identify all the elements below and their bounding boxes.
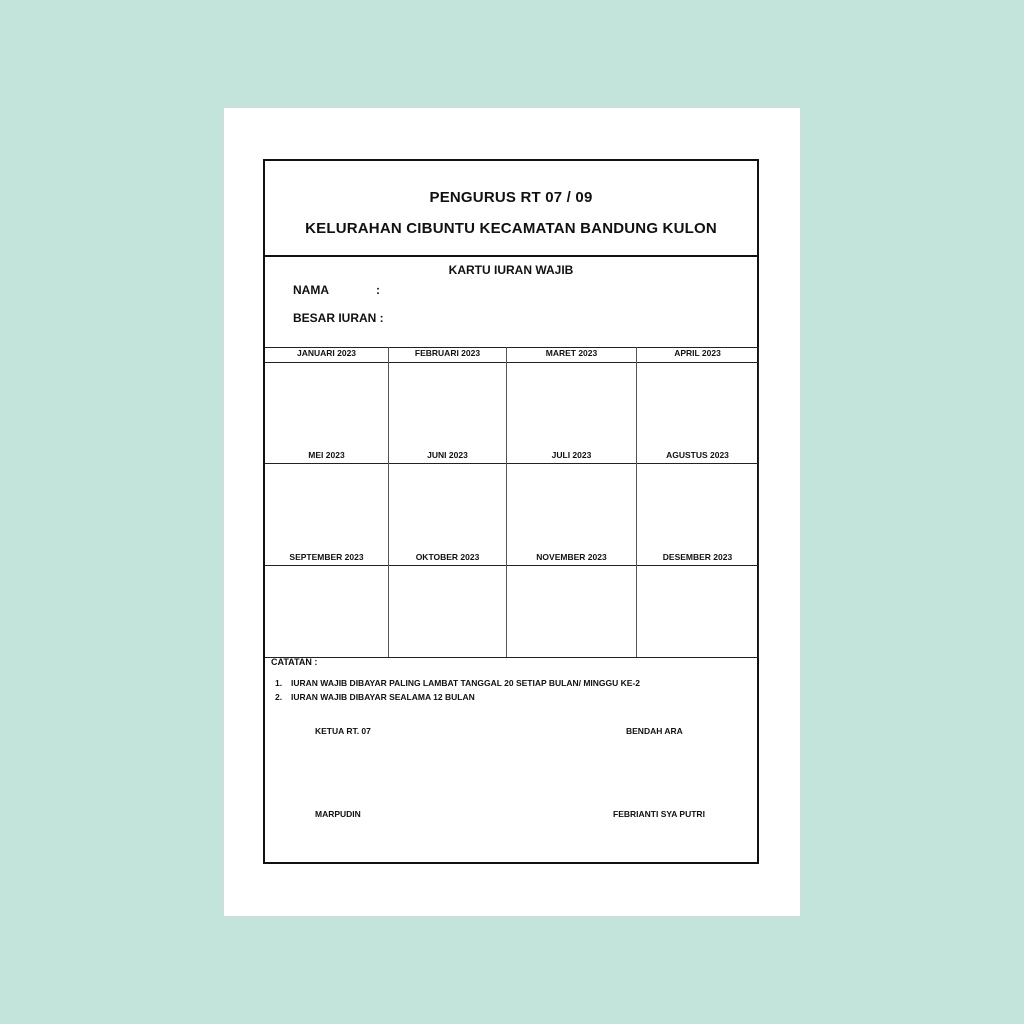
month-label: FEBRUARI 2023 <box>414 348 481 358</box>
month-cell <box>637 347 759 449</box>
treasurer-role-label: BENDAH ARA <box>626 726 683 736</box>
month-label: APRIL 2023 <box>674 348 721 358</box>
note-number: 2. <box>275 692 283 702</box>
notes-title: CATATAN : <box>271 657 318 667</box>
treasurer-name: FEBRIANTI SYA PUTRI <box>613 809 705 819</box>
note-item <box>275 692 475 702</box>
month-row <box>265 551 759 658</box>
card-header <box>265 161 757 257</box>
month-cell <box>507 347 637 449</box>
month-label: SEPTEMBER 2023 <box>289 552 364 562</box>
dues-card <box>263 159 759 864</box>
chairman-role-label: KETUA RT. 07 <box>315 726 371 736</box>
month-label: AGUSTUS 2023 <box>666 450 729 460</box>
month-cell <box>265 347 389 449</box>
month-label: MEI 2023 <box>308 450 345 460</box>
month-cell <box>389 449 507 551</box>
month-cell <box>265 551 389 657</box>
month-label: OKTOBER 2023 <box>415 552 480 562</box>
month-cell <box>389 347 507 449</box>
name-colon: : <box>376 283 380 297</box>
month-cell <box>389 551 507 657</box>
note-text: IURAN WAJIB DIBAYAR SEALAMA 12 BULAN <box>291 692 475 702</box>
card-title: KARTU IURAN WAJIB <box>448 263 574 277</box>
month-cell <box>507 551 637 657</box>
month-label: MARET 2023 <box>545 348 598 358</box>
month-cell <box>637 551 759 657</box>
month-cell <box>265 449 389 551</box>
organization-title: PENGURUS RT 07 / 09 <box>429 189 593 206</box>
month-label: DESEMBER 2023 <box>662 552 733 562</box>
month-row <box>265 449 759 551</box>
month-cell <box>507 449 637 551</box>
chairman-name: MARPUDIN <box>315 809 361 819</box>
note-item <box>275 678 640 688</box>
month-label: JULI 2023 <box>551 450 592 460</box>
month-row <box>265 347 759 449</box>
note-number: 1. <box>275 678 283 688</box>
month-grid <box>265 347 759 658</box>
month-label: NOVEMBER 2023 <box>536 552 607 562</box>
amount-label: BESAR IURAN : <box>293 311 384 325</box>
month-label: JANUARI 2023 <box>296 348 357 358</box>
district-title: KELURAHAN CIBUNTU KECAMATAN BANDUNG KULON <box>305 220 717 237</box>
name-label: NAMA <box>293 283 329 297</box>
month-cell <box>637 449 759 551</box>
month-label: JUNI 2023 <box>427 450 468 460</box>
note-text: IURAN WAJIB DIBAYAR PALING LAMBAT TANGGAL 20 SETIAP BULAN/ MINGGU KE-2 <box>291 678 640 688</box>
